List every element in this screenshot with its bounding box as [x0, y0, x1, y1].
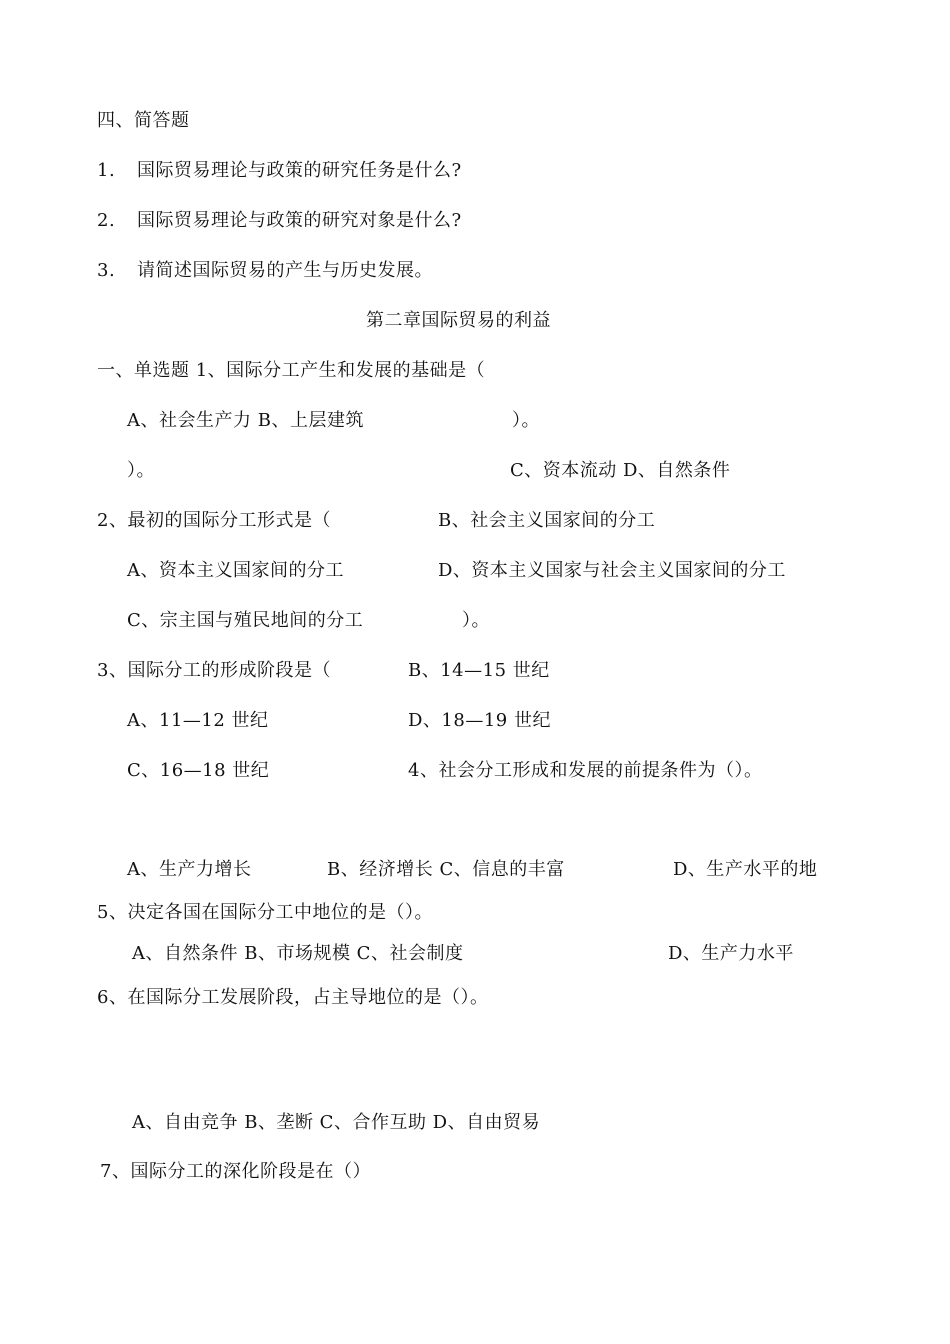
q3-option-b: B、14—15 世纪	[408, 660, 550, 681]
q2-option-a: A、资本主义国家间的分工	[127, 560, 344, 581]
section-heading-single-choice: 一、单选题 1、国际分工产生和发展的基础是（	[97, 360, 486, 381]
q5-options-abc: A、自然条件 B、市场规模 C、社会制度	[132, 943, 464, 964]
q1-options-cd: C、资本流动 D、自然条件	[510, 460, 731, 481]
q2-option-b: B、社会主义国家间的分工	[438, 510, 656, 531]
question-text: 国际贸易理论与政策的研究任务是什么?	[137, 160, 462, 181]
q3-option-c: C、16—18 世纪	[127, 760, 270, 781]
question-item	[97, 209, 462, 233]
q2-option-c: C、宗主国与殖民地间的分工	[127, 610, 364, 631]
q4-options-bc: B、经济增长 C、信息的丰富	[327, 859, 565, 880]
section-heading-short-answer: 四、简答题	[97, 110, 190, 131]
q5-option-d: D、生产力水平	[668, 943, 794, 964]
q7-stem: 7、国际分工的深化阶段是在（）	[100, 1161, 371, 1182]
q2-stem: 2、最初的国际分工形式是（	[97, 510, 331, 531]
q3-option-d: D、18—19 世纪	[408, 710, 551, 731]
q2-option-d: D、资本主义国家与社会主义国家间的分工	[438, 560, 786, 581]
question-text: 请简述国际贸易的产生与历史发展。	[137, 260, 433, 281]
q1-close-paren-2: ）。	[127, 460, 155, 481]
q4-stem: 4、社会分工形成和发展的前提条件为（）。	[408, 760, 763, 781]
q6-options: A、自由竞争 B、垄断 C、合作互助 D、自由贸易	[132, 1112, 541, 1133]
q6-stem: 6、在国际分工发展阶段，占主导地位的是（）。	[97, 987, 489, 1008]
q4-option-d: D、生产水平的地	[673, 859, 818, 880]
q2-close-paren: ）。	[462, 610, 490, 631]
question-item	[97, 159, 462, 183]
q5-stem: 5、决定各国在国际分工中地位的是（）。	[97, 902, 433, 923]
q1-options-ab: A、社会生产力 B、上层建筑	[127, 410, 364, 431]
question-number: 2.	[97, 210, 116, 231]
q1-close-paren: ）。	[512, 410, 540, 431]
q3-stem: 3、国际分工的形成阶段是（	[97, 660, 331, 681]
question-number: 3.	[97, 260, 116, 281]
question-text: 国际贸易理论与政策的研究对象是什么?	[137, 210, 462, 231]
q4-option-a: A、生产力增长	[127, 859, 252, 880]
question-item	[97, 259, 433, 283]
chapter-title: 第二章国际贸易的利益	[366, 310, 551, 331]
q3-option-a: A、11—12 世纪	[127, 710, 269, 731]
question-number: 1.	[97, 160, 116, 181]
